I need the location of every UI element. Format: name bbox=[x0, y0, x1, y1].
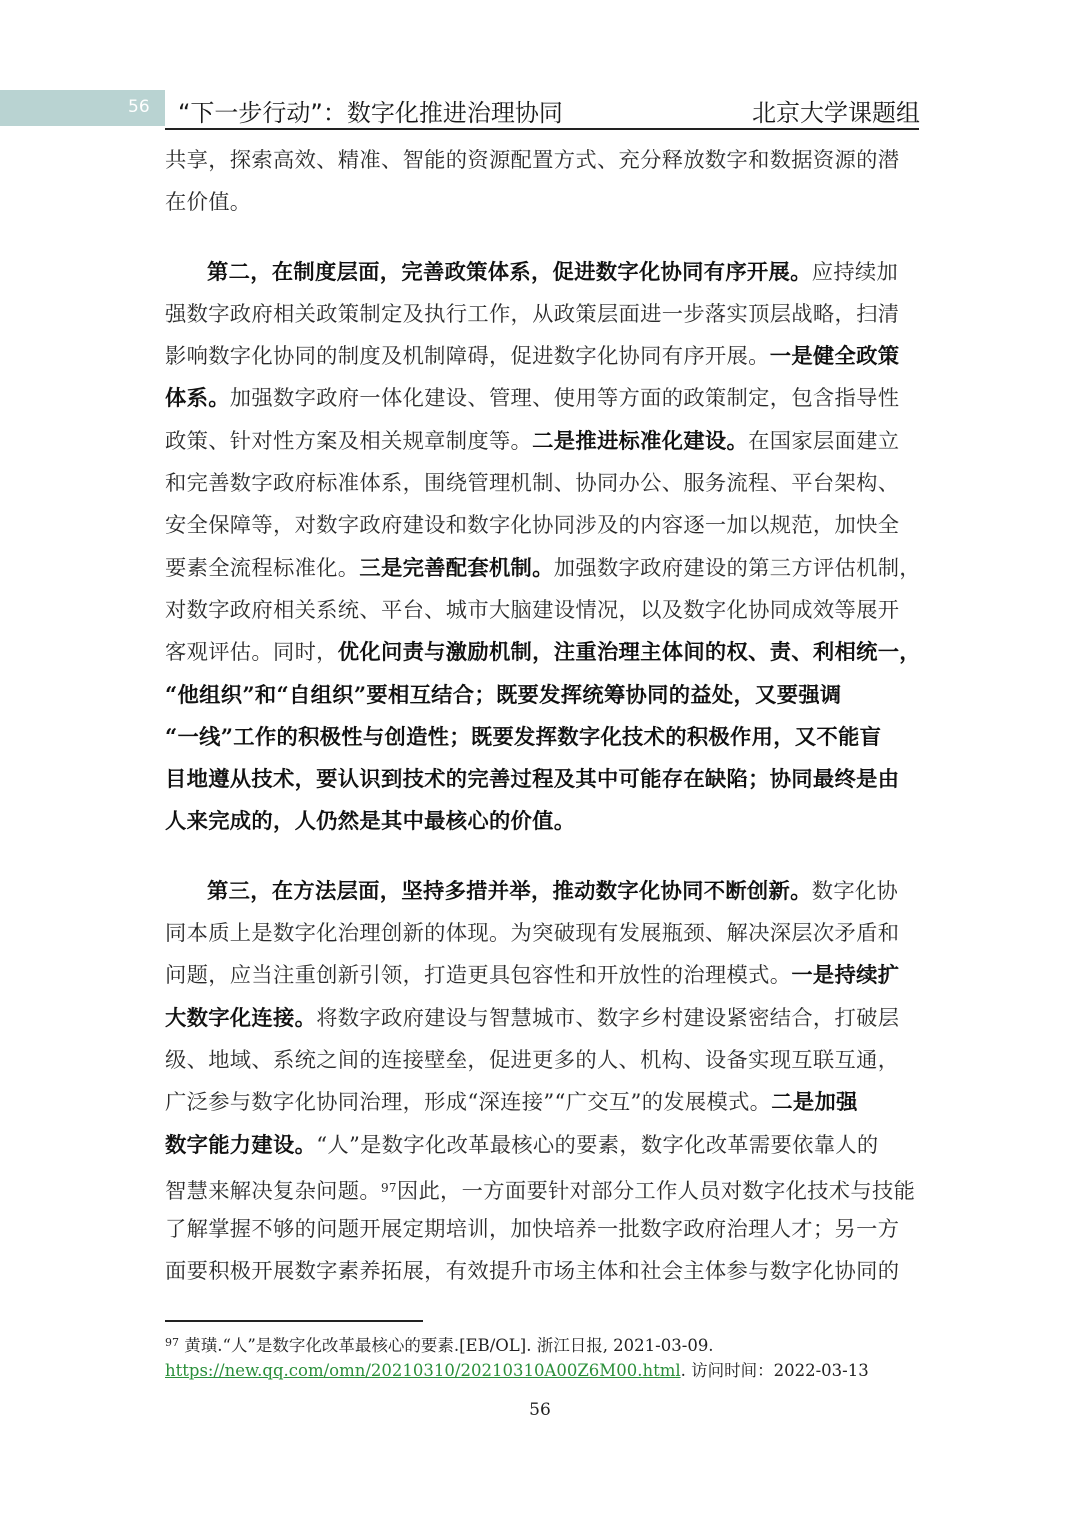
text-line: 目地遵从技术，要认识到技术的完善过程及其中可能存在缺陷；协同最终是由 bbox=[165, 767, 900, 793]
text-line: “他组织”和“自组织”要相互结合；既要发挥统筹协同的益处，又要强调 bbox=[165, 682, 842, 708]
text-line: 安全保障等，对数字政府建设和数字化协同涉及的内容逐一加以规范，加快全 bbox=[165, 513, 900, 539]
footnote-citation: 黄璜.“人”是数字化改革最核心的要素.[EB/OL]. 浙江日报, 2021-03-09. bbox=[184, 1336, 714, 1355]
header-title: “下一步行动”：数字化推进治理协同 bbox=[178, 99, 563, 127]
text-line: 面要积极开展数字素养拓展，有效提升市场主体和社会主体参与数字化协同的 bbox=[165, 1259, 900, 1285]
text-line: 了解掌握不够的问题开展定期培训，加快培养一批数字政府治理人才；另一方 bbox=[165, 1217, 900, 1243]
header-page-number: 56 bbox=[128, 97, 150, 117]
text-line: 对数字政府相关系统、平台、城市大脑建设情况，以及数字化协同成效等展开 bbox=[165, 597, 900, 623]
text-line: 强数字政府相关政策制定及执行工作，从政策层面进一步落实顶层战略，扫清 bbox=[165, 301, 900, 327]
footnote-access-date: . 访问时间：2022-03-13 bbox=[680, 1361, 869, 1380]
text-line: 大数字化连接。将数字政府建设与智慧城市、数字乡村建设紧密结合，打破层 bbox=[165, 1005, 900, 1031]
text-line: 客观评估。同时，优化问责与激励机制，注重治理主体间的权、责、利相统一， bbox=[165, 640, 921, 666]
bold-heading: 第三，在方法层面，坚持多措并举，推动数字化协同不断创新。 bbox=[207, 878, 812, 904]
text-line: 数字能力建设。“人”是数字化改革最核心的要素，数字化改革需要依靠人的 bbox=[165, 1132, 879, 1158]
header-org: 北京大学课题组 bbox=[752, 99, 920, 127]
text-line: “一线”工作的积极性与创造性；既要发挥数字化技术的积极作用，又不能盲 bbox=[165, 724, 882, 750]
text-line: 广泛参与数字化协同治理，形成“深连接”“广交互”的发展模式。二是加强 bbox=[165, 1090, 858, 1116]
footnote-number: 97 bbox=[165, 1336, 179, 1349]
footnote-line-2 bbox=[165, 1358, 925, 1383]
text-line: 要素全流程标准化。三是完善配套机制。加强数字政府建设的第三方评估机制， bbox=[165, 555, 921, 581]
header-rule bbox=[165, 128, 919, 130]
text-line: 人来完成的，人仍然是其中最核心的价值。 bbox=[165, 809, 576, 835]
text-line: 影响数字化协同的制度及机制障碍，促进数字化协同有序开展。一是健全政策 bbox=[165, 344, 900, 370]
text-line: 第二，在制度层面，完善政策体系，促进数字化协同有序开展。应持续加 bbox=[207, 259, 899, 285]
text-line: 在价值。 bbox=[165, 190, 252, 216]
text-line: 和完善数字政府标准体系，围绕管理机制、协同办公、服务流程、平台架构、 bbox=[165, 471, 900, 497]
text-line: 问题，应当注重创新引领，打造更具包容性和开放性的治理模式。一是持续扩 bbox=[165, 963, 900, 989]
footnote bbox=[165, 1330, 925, 1383]
footer-page-number: 56 bbox=[529, 1400, 551, 1420]
body-text bbox=[165, 140, 921, 1294]
text-line: 体系。加强数字政府一体化建设、管理、使用等方面的政策制定，包含指导性 bbox=[165, 386, 900, 412]
text-line: 政策、针对性方案及相关规章制度等。二是推进标准化建设。在国家层面建立 bbox=[165, 428, 900, 454]
footnote-ref[interactable]: 97 bbox=[380, 1180, 397, 1195]
paragraph-1 bbox=[165, 140, 921, 225]
text-line: 智慧来解决复杂问题。$^{97}$因此，一方面要针对部分工作人员对数字化技术与技能 bbox=[165, 1178, 916, 1204]
text-line: 同本质上是数字化治理创新的体现。为突破现有发展瓶颈、解决深层次矛盾和 bbox=[165, 921, 900, 947]
text-line: 级、地域、系统之间的连接壁垒，促进更多的人、机构、设备实现互联互通， bbox=[165, 1047, 900, 1073]
text-line: 共享，探索高效、精准、智能的资源配置方式、充分释放数字和数据资源的潜 bbox=[165, 148, 900, 173]
footnote-rule bbox=[165, 1320, 423, 1322]
footnote-line-1 bbox=[165, 1330, 925, 1358]
bold-heading: 第二，在制度层面，完善政策体系，促进数字化协同有序开展。 bbox=[207, 259, 812, 285]
paragraph-3 bbox=[165, 871, 921, 1294]
footnote-url-link[interactable]: https://new.qq.com/omn/20210310/20210310A00Z6M00.html bbox=[165, 1361, 681, 1380]
text-line: 第三，在方法层面，坚持多措并举，推动数字化协同不断创新。数字化协 bbox=[207, 878, 899, 904]
paragraph-2 bbox=[165, 252, 921, 844]
